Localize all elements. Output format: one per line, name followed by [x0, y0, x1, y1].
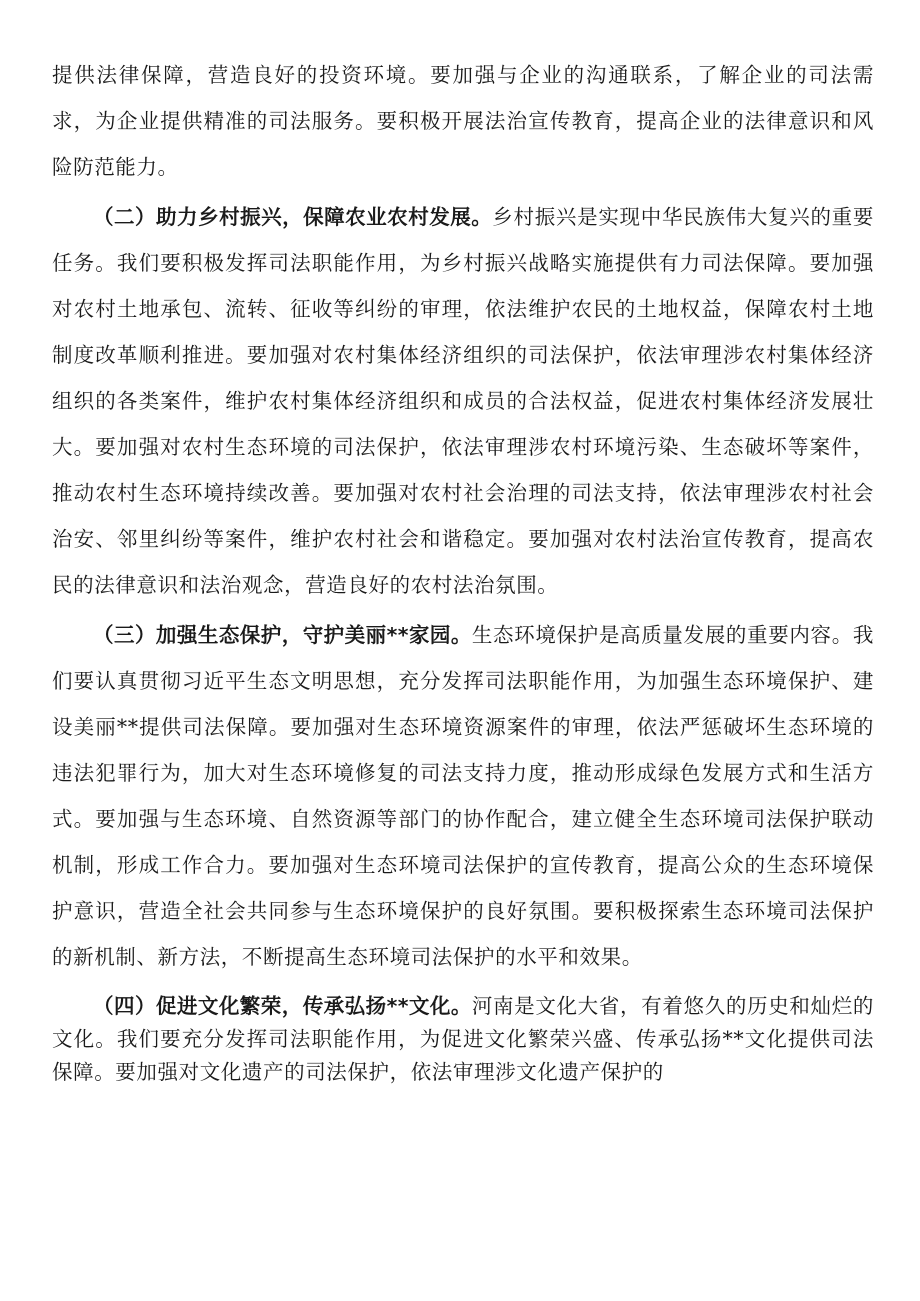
- section-heading: （三）加强生态保护，守护美丽**家园。: [93, 623, 472, 647]
- section-heading: （二）助力乡村振兴，保障农业农村发展。: [93, 205, 493, 229]
- paragraph-rural-revitalization: [52, 194, 874, 608]
- paragraph-body: 生态环境保护是高质量发展的重要内容。我们要认真贯彻习近平生态文明思想，充分发挥司法职能作用，为加强生态环境保护、建设美丽**提供司法保障。要加强对生态环境资源案件的审理，依法严惩破坏生态环境的违法犯罪行为，加大对生态环境修复的司法支持力度，推动形成绿色发展方式和生活方式。要加强与生态环境、自然资源等部门的协作配合，建立健全生态环境司法保护联动机制，形成工作合力。要加强对生态环境司法保护的宣传教育，提高公众的生态环境保护意识，营造全社会共同参与生态环境保护的良好氛围。要积极探索生态环境司法保护的新机制、新方法，不断提高生态环境司法保护的水平和效果。: [52, 623, 875, 969]
- paragraph-body: 河南是文化大省，有着悠久的历史和灿烂的文化。我们要充分发挥司法职能作用，为促进文化繁荣兴盛、传承弘扬**文化提供司法保障。要加强对文化遗产的司法保护，依法审理涉文化遗产保护的: [52, 994, 875, 1084]
- section-heading: （四）促进文化繁荣，传承弘扬**文化。: [93, 994, 472, 1018]
- paragraph-body: 乡村振兴是实现中华民族伟大复兴的重要任务。我们要积极发挥司法职能作用，为乡村振兴战略实施提供有力司法保障。要加强对农村土地承包、流转、征收等纠纷的审理，依法维护农民的土地权益，保障农村土地制度改革顺利推进。要加强对农村集体经济组织的司法保护，依法审理涉农村集体经济组织的各类案件，维护农村集体经济组织和成员的合法权益，促进农村集体经济发展壮大。要加强对农村生态环境的司法保护，依法审理涉农村环境污染、生态破坏等案件，推动农村生态环境持续改善。要加强对农村社会治理的司法支持，依法审理涉农村社会治安、邻里纠纷等案件，维护农村社会和谐稳定。要加强对农村法治宣传教育，提高农民的法律意识和法治观念，营造良好的农村法治氛围。: [52, 205, 874, 597]
- paragraph-body: 提供法律保障，营造良好的投资环境。要加强与企业的沟通联系，了解企业的司法需求，为企业提供精准的司法服务。要积极开展法治宣传教育，提高企业的法律意识和风险防范能力。: [52, 63, 874, 179]
- paragraph-ecological-protection: [52, 612, 874, 980]
- paragraph-cultural-prosperity: [52, 990, 874, 1089]
- document-page: [52, 52, 874, 1089]
- paragraph-continuation: [52, 52, 874, 190]
